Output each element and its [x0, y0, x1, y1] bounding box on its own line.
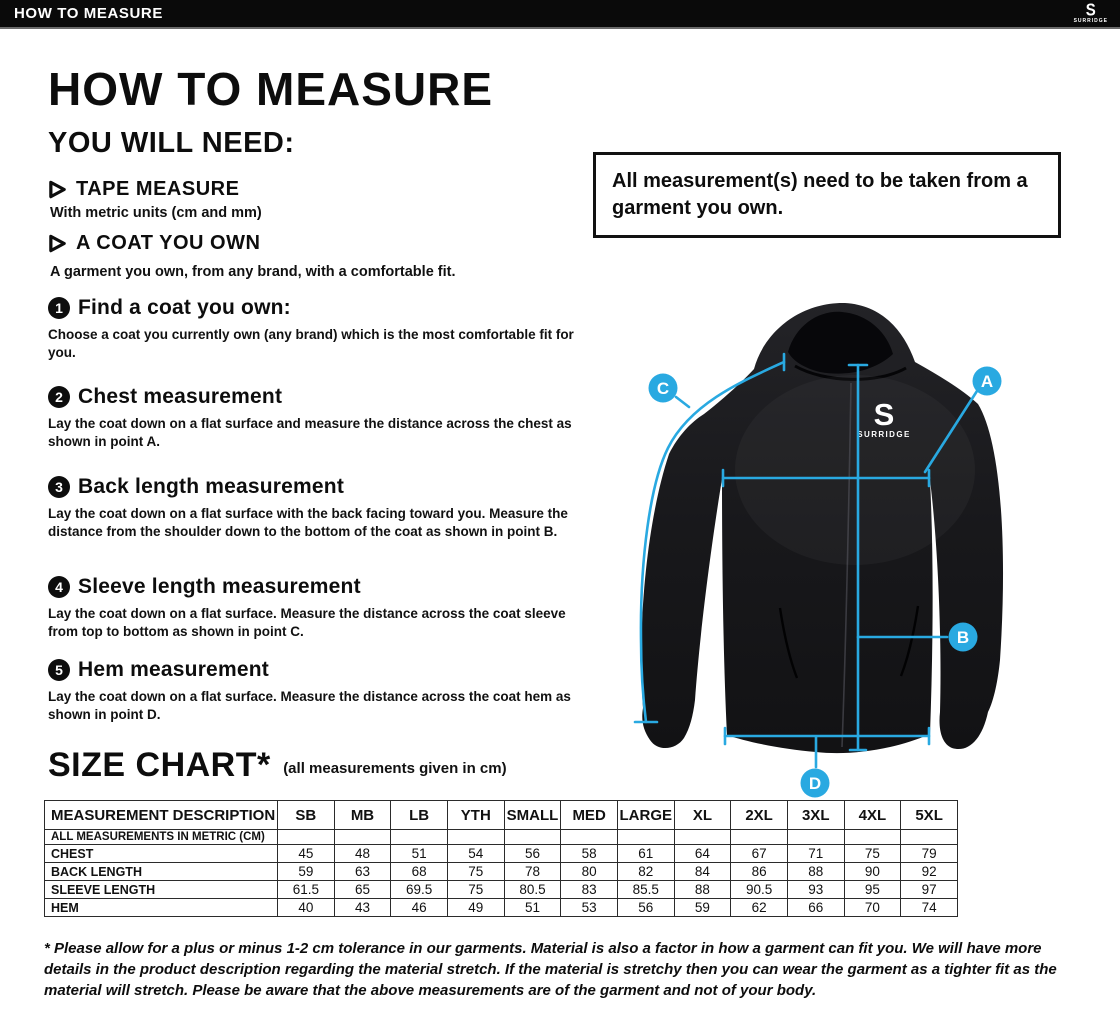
col-header-size: 4XL [844, 801, 901, 830]
col-header-size: SMALL [504, 801, 561, 830]
notice-box: All measurement(s) need to be taken from a garment you own. [593, 152, 1061, 238]
size-value-cell: 86 [731, 863, 788, 881]
jacket-illustration [641, 303, 1003, 753]
size-value-cell: 90.5 [731, 881, 788, 899]
size-value-cell: 58 [561, 845, 618, 863]
size-value-cell: 70 [844, 899, 901, 917]
size-value-cell: 45 [278, 845, 335, 863]
step-body: Lay the coat down on a flat surface with the back facing toward you. Measure the distance from the shoulder down to the bottom of the coat as shown in point B. [48, 506, 568, 539]
col-header-size: MED [561, 801, 618, 830]
size-value-cell: 82 [617, 863, 674, 881]
marker-c [649, 374, 678, 403]
empty-cell [731, 830, 788, 845]
size-value-cell: 88 [787, 863, 844, 881]
step-number-badge: 5 [48, 659, 70, 681]
size-value-cell: 71 [787, 845, 844, 863]
step-number-badge: 1 [48, 297, 70, 319]
step-body: Lay the coat down on a flat surface. Measure the distance across the coat hem as shown in point D. [48, 689, 571, 722]
size-value-cell: 59 [278, 863, 335, 881]
size-value-cell: 83 [561, 881, 618, 899]
size-value-cell: 97 [901, 881, 958, 899]
size-value-cell: 85.5 [617, 881, 674, 899]
page-title: HOW TO MEASURE [48, 63, 494, 115]
metric-note-row [45, 830, 958, 845]
size-row [45, 899, 958, 917]
size-value-cell: 75 [844, 845, 901, 863]
svg-text:C: C [656, 379, 670, 398]
size-value-cell: 53 [561, 899, 618, 917]
size-chart-header-row [45, 801, 958, 830]
size-chart-heading [48, 746, 507, 785]
marker-b [949, 623, 978, 652]
empty-cell [447, 830, 504, 845]
need-item-tape-measure [48, 178, 593, 221]
triangle-bullet-icon [48, 234, 67, 253]
size-value-cell: 51 [504, 899, 561, 917]
need-label: TAPE MEASURE [76, 178, 240, 200]
step-title: Find a coat you own: [78, 296, 291, 319]
size-value-cell: 59 [674, 899, 731, 917]
size-value-cell: 46 [391, 899, 448, 917]
row-label: SLEEVE LENGTH [45, 881, 278, 899]
empty-cell [787, 830, 844, 845]
need-item-coat [48, 232, 593, 280]
size-chart-table [44, 800, 958, 917]
empty-cell [391, 830, 448, 845]
step-title: Hem measurement [78, 658, 269, 681]
step-title: Sleeve length measurement [78, 575, 361, 598]
svg-text:A: A [980, 372, 994, 391]
step-body: Lay the coat down on a flat surface. Measure the distance across the coat sleeve from top to bottom as shown in point C. [48, 606, 566, 639]
size-value-cell: 88 [674, 881, 731, 899]
step-1 [48, 296, 593, 362]
empty-cell [504, 830, 561, 845]
size-value-cell: 51 [391, 845, 448, 863]
size-value-cell: 92 [901, 863, 958, 881]
size-value-cell: 79 [901, 845, 958, 863]
size-row [45, 863, 958, 881]
col-header-size: 5XL [901, 801, 958, 830]
col-header-size: MB [334, 801, 391, 830]
need-desc: A garment you own, from any brand, with a comfortable fit. [50, 264, 456, 280]
col-header-description: MEASUREMENT DESCRIPTION [45, 801, 278, 830]
empty-cell [901, 830, 958, 845]
svg-text:B: B [956, 628, 970, 647]
col-header-size: 2XL [731, 801, 788, 830]
size-value-cell: 95 [844, 881, 901, 899]
size-value-cell: 78 [504, 863, 561, 881]
step-body: Lay the coat down on a flat surface and measure the distance across the chest as shown in point A. [48, 416, 572, 449]
size-value-cell: 61 [617, 845, 674, 863]
jacket-measurement-diagram [585, 292, 1105, 807]
size-value-cell: 54 [447, 845, 504, 863]
tolerance-footnote: * Please allow for a plus or minus 1-2 cm tolerance in our garments. Material is also a factor in how a garment can fit you. We will have more details in the product description regarding the material stretch. If the material is stretchy then you can wear the garment as a tighter fit as the material will stretch. Please be aware that the above measurements are of the garment and not of your body. [44, 940, 1057, 999]
step-title: Chest measurement [78, 385, 283, 408]
marker-a [973, 367, 1002, 396]
size-value-cell: 75 [447, 863, 504, 881]
empty-cell [844, 830, 901, 845]
step-number-badge: 2 [48, 386, 70, 408]
size-value-cell: 65 [334, 881, 391, 899]
col-header-size: YTH [447, 801, 504, 830]
row-label: CHEST [45, 845, 278, 863]
size-value-cell: 66 [787, 899, 844, 917]
empty-cell [278, 830, 335, 845]
step-3 [48, 475, 593, 541]
size-value-cell: 75 [447, 881, 504, 899]
size-row [45, 845, 958, 863]
need-label: A COAT YOU OWN [76, 232, 261, 254]
svg-text:D: D [808, 774, 822, 793]
step-4 [48, 575, 593, 641]
surridge-wordmark: SURRIDGE [1073, 18, 1108, 24]
marker-d [801, 769, 830, 798]
size-value-cell: 68 [391, 863, 448, 881]
size-value-cell: 67 [731, 845, 788, 863]
size-value-cell: 48 [334, 845, 391, 863]
row-label: HEM [45, 899, 278, 917]
size-value-cell: 62 [731, 899, 788, 917]
step-body: Choose a coat you currently own (any brand) which is the most comfortable fit for you. [48, 327, 574, 360]
size-value-cell: 64 [674, 845, 731, 863]
step-5 [48, 658, 593, 724]
col-header-size: LARGE [617, 801, 674, 830]
empty-cell [334, 830, 391, 845]
need-desc: With metric units (cm and mm) [50, 205, 262, 221]
size-value-cell: 84 [674, 863, 731, 881]
step-title: Back length measurement [78, 475, 345, 498]
surridge-logo [1073, 0, 1120, 24]
step-number-badge: 3 [48, 476, 70, 498]
top-bar [0, 0, 1120, 29]
size-value-cell: 56 [617, 899, 674, 917]
size-value-cell: 63 [334, 863, 391, 881]
size-value-cell: 80 [561, 863, 618, 881]
size-value-cell: 90 [844, 863, 901, 881]
size-value-cell: 69.5 [391, 881, 448, 899]
top-bar-title: HOW TO MEASURE [14, 5, 163, 22]
size-value-cell: 56 [504, 845, 561, 863]
size-value-cell: 74 [901, 899, 958, 917]
svg-text:SURRIDGE: SURRIDGE [857, 430, 911, 439]
svg-text:S: S [873, 397, 895, 432]
triangle-bullet-icon [48, 180, 67, 199]
row-label: BACK LENGTH [45, 863, 278, 881]
col-header-size: LB [391, 801, 448, 830]
size-value-cell: 43 [334, 899, 391, 917]
size-value-cell: 49 [447, 899, 504, 917]
col-header-size: 3XL [787, 801, 844, 830]
size-row [45, 881, 958, 899]
col-header-size: XL [674, 801, 731, 830]
surridge-s-icon: S [1085, 0, 1096, 21]
empty-cell [561, 830, 618, 845]
size-value-cell: 40 [278, 899, 335, 917]
step-2 [48, 385, 593, 451]
col-header-size: SB [278, 801, 335, 830]
size-value-cell: 93 [787, 881, 844, 899]
metric-note-cell: ALL MEASUREMENTS IN METRIC (CM) [45, 830, 278, 845]
you-will-need-heading: YOU WILL NEED: [48, 127, 295, 159]
size-chart-title: SIZE CHART* [48, 746, 271, 784]
size-value-cell: 61.5 [278, 881, 335, 899]
empty-cell [674, 830, 731, 845]
size-chart-subtitle: (all measurements given in cm) [283, 760, 507, 777]
size-value-cell: 80.5 [504, 881, 561, 899]
empty-cell [617, 830, 674, 845]
step-number-badge: 4 [48, 576, 70, 598]
